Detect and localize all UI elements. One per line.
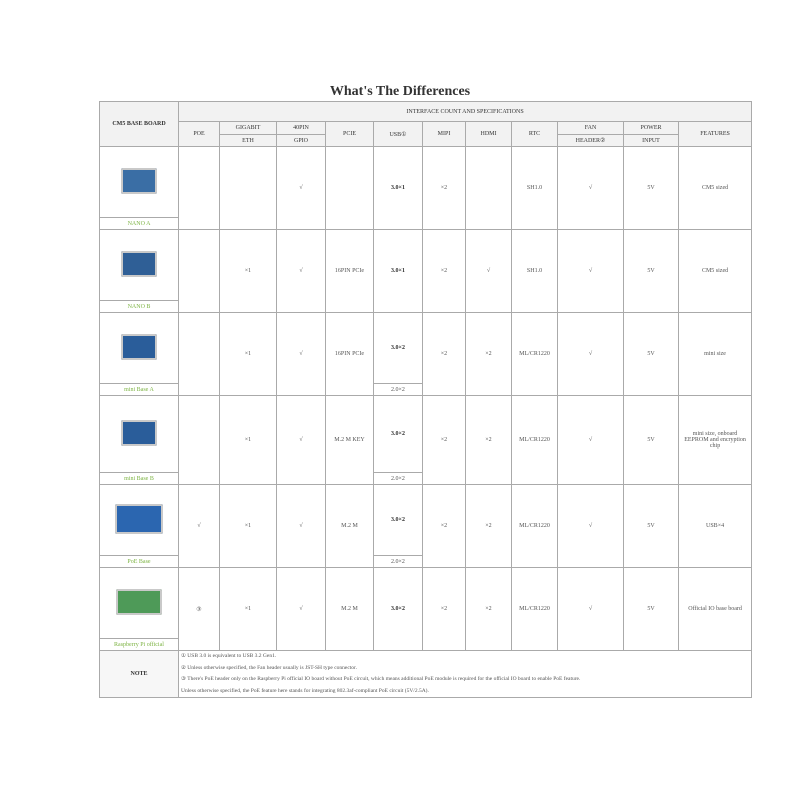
cell-rtc: ML/CR1220 [512, 485, 558, 568]
header-fan: FAN [558, 122, 624, 135]
cell-usb: 3.0×2 [374, 568, 423, 651]
header-mipi: MIPI [423, 122, 466, 147]
cell-poe: ③ [179, 568, 220, 651]
board-photo-icon [115, 504, 163, 534]
cell-pcie: 16PIN PCIe [326, 313, 374, 396]
cell-features: mini size [679, 313, 752, 396]
board-image [100, 396, 179, 473]
board-name: NANO A [100, 218, 179, 230]
cell-hdmi: ×2 [466, 313, 512, 396]
cell-pcie: 16PIN PCIe [326, 230, 374, 313]
cell-pcie: M.2 M [326, 485, 374, 568]
cell-power: 5V [624, 313, 679, 396]
header-usb: USB① [374, 122, 423, 147]
cell-poe [179, 313, 220, 396]
cell-hdmi: √ [466, 230, 512, 313]
cell-poe [179, 147, 220, 230]
cell-usb2: 2.0×2 [374, 473, 423, 485]
cell-fan: √ [558, 147, 624, 230]
cell-usb: 3.0×2 [374, 485, 423, 556]
cell-eth: ×1 [220, 485, 277, 568]
header-40pin: 40PIN [277, 122, 326, 135]
header-pcie: PCIE [326, 122, 374, 147]
comparison-table [99, 101, 752, 698]
cell-mipi: ×2 [423, 313, 466, 396]
board-image [100, 485, 179, 556]
cell-hdmi: ×2 [466, 396, 512, 485]
cell-eth: ×1 [220, 230, 277, 313]
header-input: INPUT [624, 135, 679, 147]
cell-gpio: √ [277, 396, 326, 485]
cell-fan: √ [558, 396, 624, 485]
board-name: PoE Base [100, 556, 179, 568]
board-name: Raspberry Pi official [100, 639, 179, 651]
cell-gpio: √ [277, 568, 326, 651]
note-line: ① USB 3.0 is equivalent to USB 3.2 Gen1. [181, 653, 277, 659]
cell-rtc: ML/CR1220 [512, 568, 558, 651]
cell-gpio: √ [277, 313, 326, 396]
cell-power: 5V [624, 230, 679, 313]
header-fan-header: HEADER② [558, 135, 624, 147]
cell-mipi: ×2 [423, 230, 466, 313]
cell-eth: ×1 [220, 396, 277, 485]
cell-mipi: ×2 [423, 396, 466, 485]
cell-features: USB×4 [679, 485, 752, 568]
cell-power: 5V [624, 568, 679, 651]
cell-hdmi [466, 147, 512, 230]
cell-pcie: M.2 M [326, 568, 374, 651]
cell-rtc: SH1.0 [512, 230, 558, 313]
cell-hdmi: ×2 [466, 485, 512, 568]
cell-usb: 3.0×1 [374, 230, 423, 313]
note-line: ③ There's PoE header only on the Raspberry Pi official IO board without PoE circuit, which means additional PoE module is required for the official IO board to enable PoE feature. [181, 676, 581, 682]
cell-power: 5V [624, 147, 679, 230]
board-name: mini Base A [100, 384, 179, 396]
board-photo-icon [121, 168, 157, 194]
note-line: ② Unless otherwise specified, the Fan header usually is JST-SH type connector. [181, 664, 357, 671]
header-eth: ETH [220, 135, 277, 147]
board-image [100, 147, 179, 218]
cell-usb: 3.0×2 [374, 313, 423, 384]
cell-gpio: √ [277, 147, 326, 230]
cell-rtc: ML/CR1220 [512, 396, 558, 485]
board-photo-icon [121, 251, 157, 277]
board-name: NANO B [100, 301, 179, 313]
cell-features: CM5 sized [679, 230, 752, 313]
cell-power: 5V [624, 396, 679, 485]
cell-power: 5V [624, 485, 679, 568]
cell-rtc: ML/CR1220 [512, 313, 558, 396]
cell-poe [179, 230, 220, 313]
cell-usb2: 2.0×2 [374, 556, 423, 568]
header-gpio: GPIO [277, 135, 326, 147]
cell-fan: √ [558, 485, 624, 568]
board-image [100, 313, 179, 384]
page-title: What's The Differences [329, 84, 471, 99]
note-label: NOTE [100, 651, 179, 698]
header-rtc: RTC [512, 122, 558, 147]
board-image [100, 230, 179, 301]
cell-mipi: ×2 [423, 568, 466, 651]
cell-fan: √ [558, 230, 624, 313]
note-line: Unless otherwise specified, the PoE feature here stands for integrating 802.3af-compliant PoE circuit (5V/2.5A). [181, 687, 429, 694]
cell-usb2: 2.0×2 [374, 384, 423, 396]
note-text [179, 651, 752, 698]
header-hdmi: HDMI [466, 122, 512, 147]
board-image [100, 568, 179, 639]
cell-mipi: ×2 [423, 485, 466, 568]
header-features: FEATURES [679, 122, 752, 147]
cell-features: CM5 sized [679, 147, 752, 230]
cell-poe [179, 396, 220, 485]
cell-gpio: √ [277, 485, 326, 568]
header-group: INTERFACE COUNT AND SPECIFICATIONS [179, 102, 752, 122]
header-power: POWER [624, 122, 679, 135]
cell-eth [220, 147, 277, 230]
cell-rtc: SH1.0 [512, 147, 558, 230]
cell-fan: √ [558, 313, 624, 396]
cell-usb: 3.0×2 [374, 396, 423, 473]
cell-gpio: √ [277, 230, 326, 313]
cell-mipi: ×2 [423, 147, 466, 230]
cell-eth: ×1 [220, 568, 277, 651]
cell-features: Official IO base board [679, 568, 752, 651]
header-base: CM5 BASE BOARD [100, 102, 179, 147]
board-photo-icon [116, 589, 162, 615]
cell-eth: ×1 [220, 313, 277, 396]
cell-features: mini size, onboard EEPROM and encryption chip [679, 396, 752, 485]
cell-pcie [326, 147, 374, 230]
header-gigabit: GIGABIT [220, 122, 277, 135]
board-name: mini Base B [100, 473, 179, 485]
board-photo-icon [121, 420, 157, 446]
cell-pcie: M.2 M KEY [326, 396, 374, 485]
cell-usb: 3.0×1 [374, 147, 423, 230]
cell-hdmi: ×2 [466, 568, 512, 651]
board-photo-icon [121, 334, 157, 360]
cell-fan: √ [558, 568, 624, 651]
cell-poe: √ [179, 485, 220, 568]
header-poe: POE [179, 122, 220, 147]
